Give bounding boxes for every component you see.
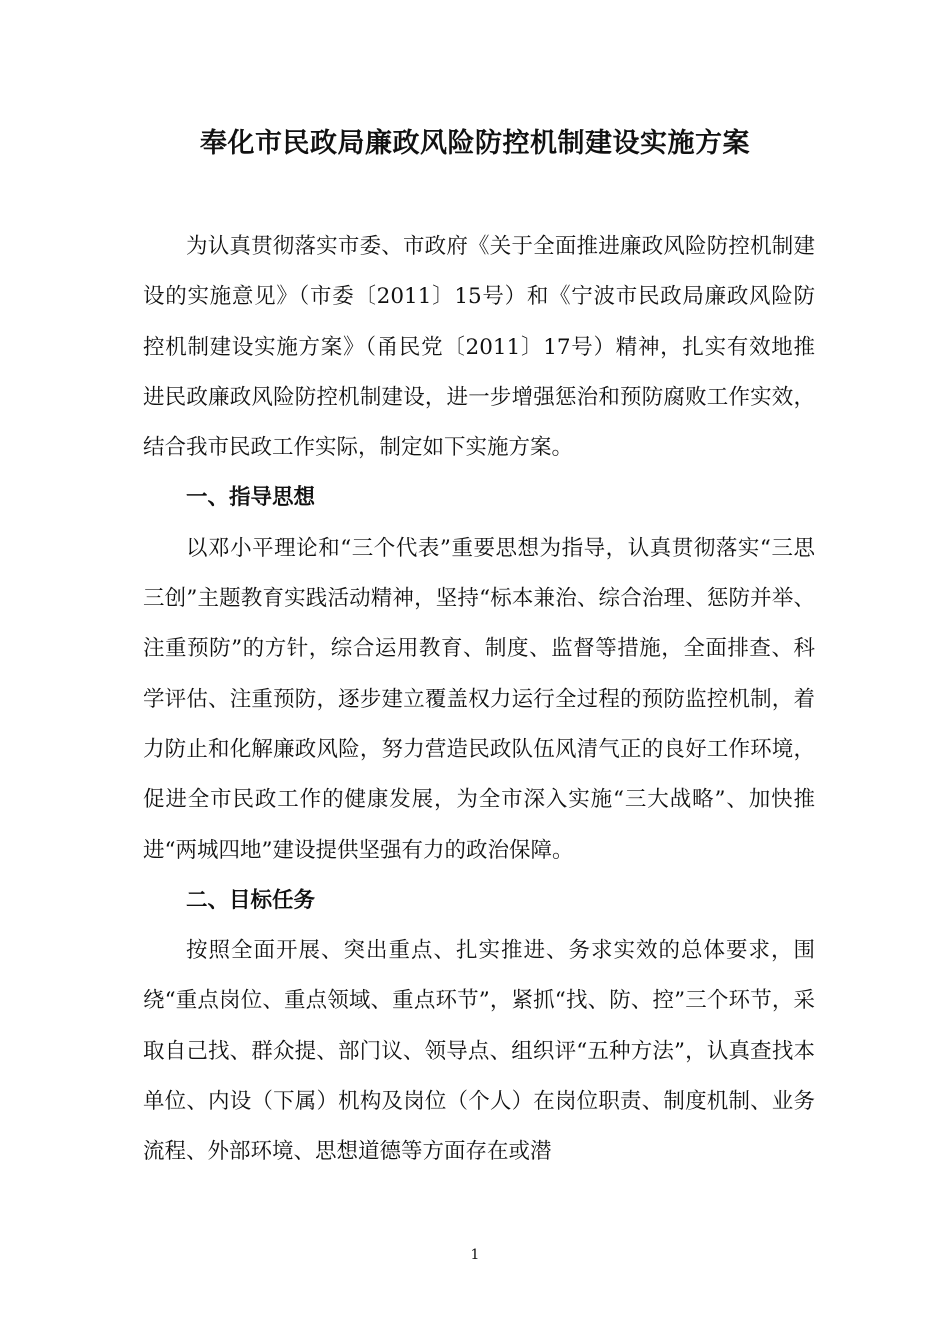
section-heading-guiding-thought: 一、指导思想 xyxy=(186,485,316,511)
guiding-thought-paragraph: 以邓小平理论和“三个代表”重要思想为指导，认真贯彻落实“三思三创”主题教育实践活动精神，坚持“标本兼治、综合治理、惩防并举、注重预防”的方针，综合运用教育、制度、监督等措施，全面排查、科学评估、注重预防，逐步建立覆盖权力运行全过程的预防监控机制，着力防止和化解廉政风险，努力营造民政队伍风清气正的良好工作环境，促进全市民政工作的健康发展，为全市深入实施“三大战略”、加快推进“两城四地”建设提供坚强有力的政治保障。 xyxy=(143,535,815,863)
section-heading-goals-tasks: 二、目标任务 xyxy=(186,887,316,913)
goals-tasks-paragraph: 按照全面开展、突出重点、扎实推进、务求实效的总体要求，围绕“重点岗位、重点领域、重点环节”，紧抓“找、防、控”三个环节，采取自己找、群众提、部门议、领导点、组织评“五种方法”，认真查找本单位、内设（下属）机构及岗位（个人）在岗位职责、制度机制、业务流程、外部环境、思想道德等方面存在或潜 xyxy=(143,938,815,1165)
intro-paragraph: 为认真贯彻落实市委、市政府《关于全面推进廉政风险防控机制建设的实施意见》（市委〔2011〕15号）和《宁波市民政局廉政风险防控机制建设实施方案》（甬民党〔2011〕17号）精神，扎实有效地推进民政廉政风险防控机制建设，进一步增强惩治和预防腐败工作实效，结合我市民政工作实际，制定如下实施方案。 xyxy=(143,234,815,461)
page-number: 1 xyxy=(470,1247,480,1263)
document-body xyxy=(143,222,815,1178)
document-title: 奉化市民政局廉政风险防控机制建设实施方案 xyxy=(200,128,750,159)
